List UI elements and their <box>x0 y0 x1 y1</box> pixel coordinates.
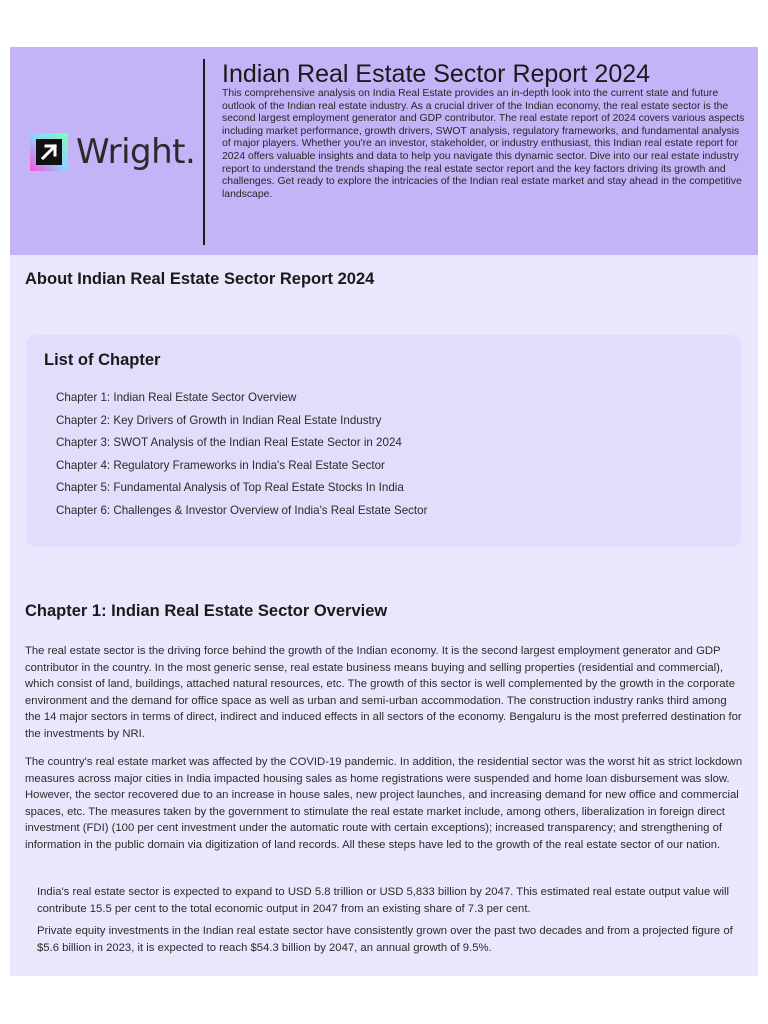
chapter-item-3[interactable]: Chapter 3: SWOT Analysis of the Indian Real Estate Sector in 2024 <box>56 436 402 449</box>
brand-name: Wright. <box>76 132 196 172</box>
chapter-item-5[interactable]: Chapter 5: Fundamental Analysis of Top Real Estate Stocks In India <box>56 481 404 494</box>
chapter-1-paragraph: The country's real estate market was affected by the COVID-19 pandemic. In addition, the residential sector was the worst hit as strict lockdown measures across major cities in India impacted housing sales as home registrations were suspended and home loan disbursement was slow. However, the sector recovered due to an increase in house sales, new project launches, and increasing demand for new office and commercial spaces, etc. The measures taken by the government to stimulate the real estate market include, among others, liberalization in foreign direct investment (FDI) (100 per cent investment under the automatic route with certain exceptions); increased transparency; and strengthening of information in the public domain via digitization of land records. All these steps have led to the growth of the real estate sector of our nation. <box>25 756 743 851</box>
report-page <box>10 47 758 976</box>
about-heading: About Indian Real Estate Sector Report 2024 <box>25 270 375 288</box>
wright-logo-mark-icon <box>30 133 68 171</box>
chapter-1-heading: Chapter 1: Indian Real Estate Sector Overview <box>25 602 388 620</box>
brand-logo <box>30 133 195 171</box>
chapter-item-4[interactable]: Chapter 4: Regulatory Frameworks in India's Real Estate Sector <box>56 458 385 472</box>
chapter-1-point: India's real estate sector is expected to expand to USD 5.8 trillion or USD 5,833 billion by 2047. This estimated real estate output value will contribute 15.5 per cent to the total economic output in 2047 from an existing share of 7.3 per cent. <box>37 886 730 915</box>
report-title: Indian Real Estate Sector Report 2024 <box>222 60 651 88</box>
chapter-1-point: Private equity investments in the Indian real estate sector have consistently grown over the past two decades and from a projected figure of $5.6 billion in 2023, it is expected to reach $54.3 billion by 2047, an annual growth of 9.5%. <box>37 925 733 954</box>
chapter-1-paragraph: The real estate sector is the driving force behind the growth of the Indian economy. It is the second largest employment generator and GDP contributor in the country. In the most generic sense, real estate business means buying and selling properties (residential and commercial), which consist of land, buildings, attached natural resources, etc. The growth of this sector is well complemented by the growth in the corporate environment and the demand for office space as well as urban and semi-urban accommodation. The construction industry ranks third among the 14 major sectors in terms of direct, indirect and induced effects in all sectors of the economy. Bengaluru is the most preferred destination for the investments by NRI. <box>25 645 742 740</box>
report-description: This comprehensive analysis on India Real Estate provides an in-depth look into the current state and future outlook of the Indian real estate industry. As a crucial driver of the Indian economy, the real estate sector is the second largest employment generator and GDP contributor. The real estate report of 2024 covers various aspects including market performance, growth drivers, SWOT analysis, regulatory frameworks, and fundamental analysis of major players. Whether you're an investor, stakeholder, or industry enthusiast, this Indian real estate report for 2024 offers valuable insights and data to help you navigate this dynamic sector. Dive into our real estate industry report to understand the trends shaping the real estate sector report and the key factors driving its growth and challenges. Get ready to explore the intricacies of the Indian real estate market and stay ahead in the competitive landscape. <box>222 88 745 200</box>
chapter-item-6[interactable]: Chapter 6: Challenges & Investor Overview of India's Real Estate Sector <box>56 503 428 517</box>
chapter-list-panel <box>26 335 741 547</box>
chapter-list-title: List of Chapter <box>44 351 161 369</box>
chapter-item-1[interactable]: Chapter 1: Indian Real Estate Sector Overview <box>56 391 297 404</box>
header-divider <box>203 59 205 245</box>
chapter-item-2[interactable]: Chapter 2: Key Drivers of Growth in Indian Real Estate Industry <box>56 413 382 427</box>
chapter-list <box>56 391 427 526</box>
report-header <box>10 47 758 255</box>
